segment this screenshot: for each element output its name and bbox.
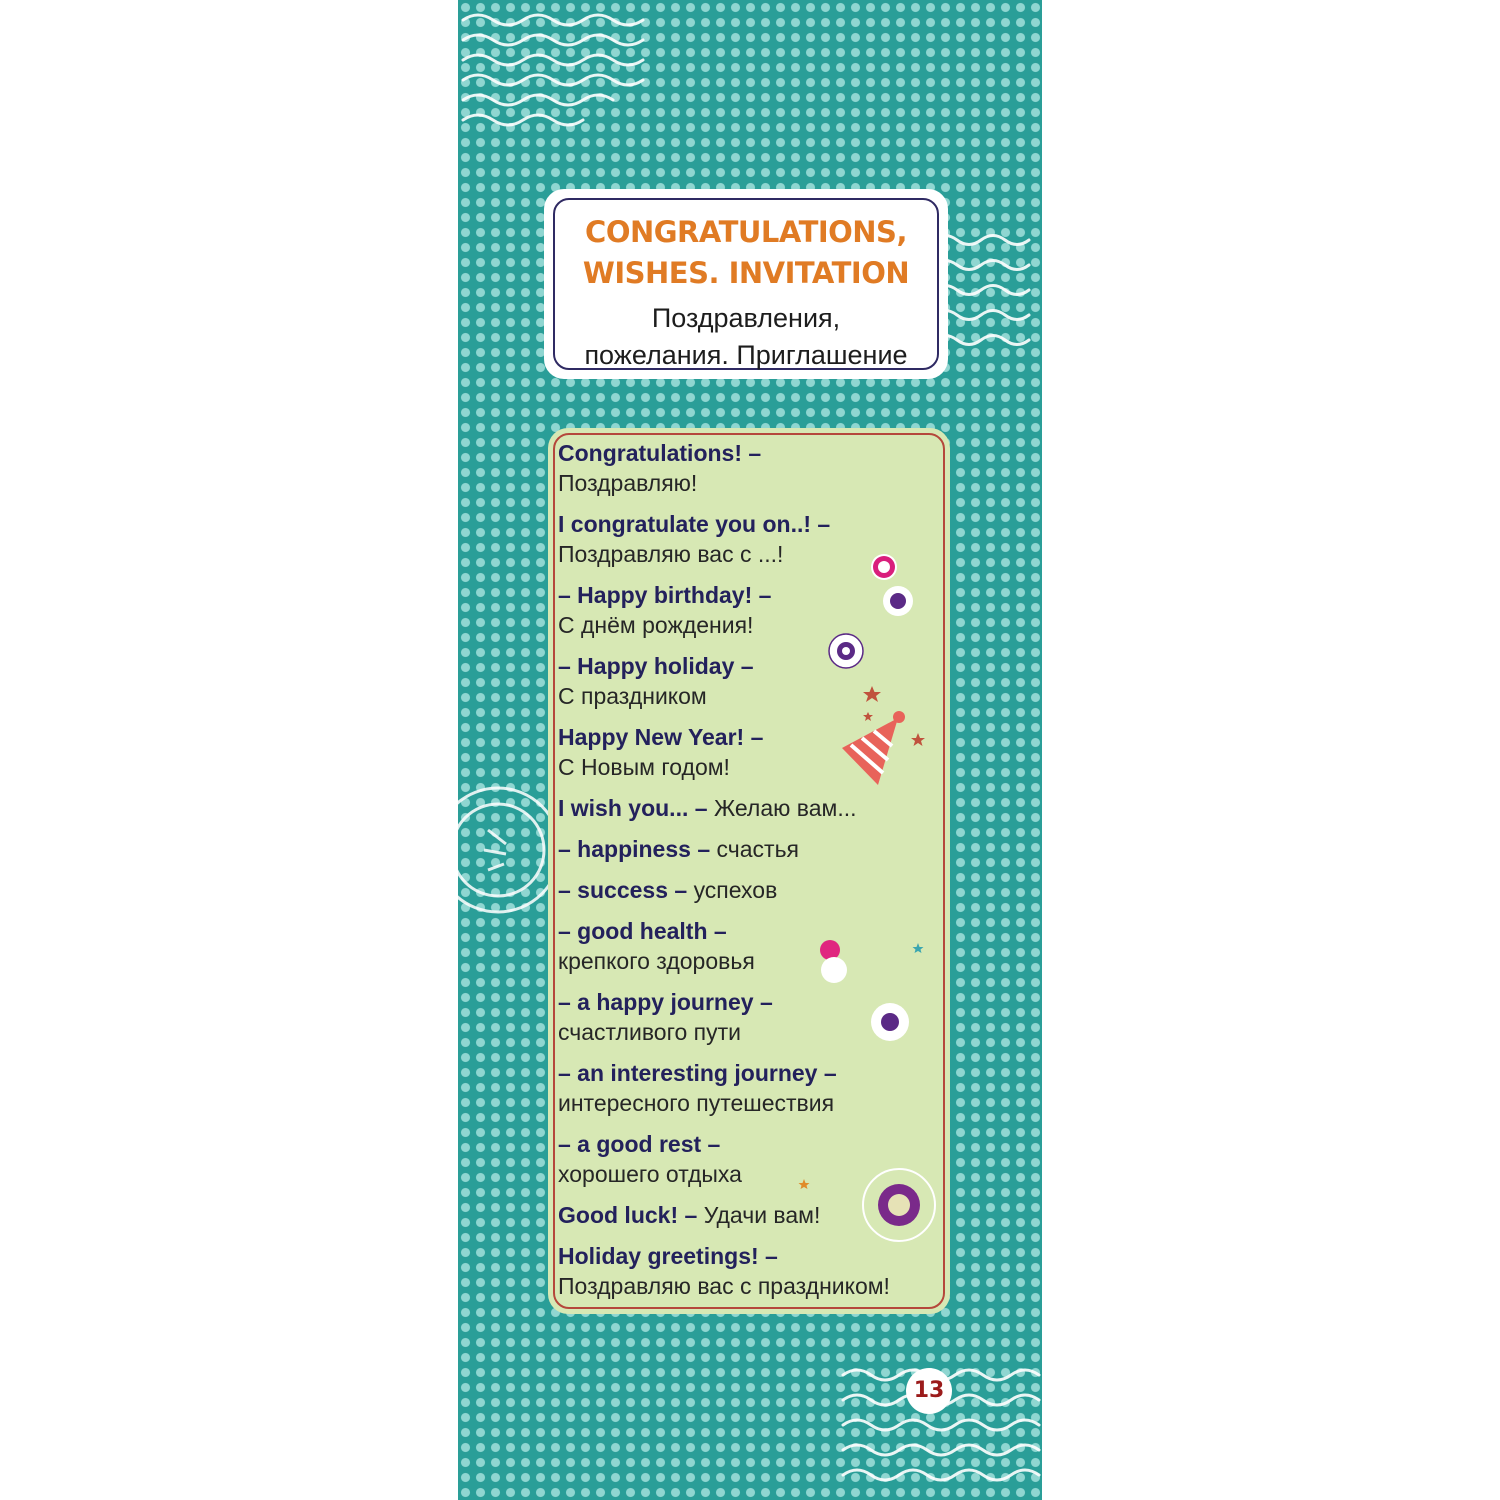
confetti-decorations xyxy=(458,0,1042,1500)
title-russian-line2: пожелания. Приглашение xyxy=(584,340,908,370)
phrase-english: Holiday greetings! – xyxy=(558,1243,778,1269)
page-number: 13 xyxy=(906,1368,952,1414)
phrase-russian: Поздравляю! xyxy=(558,470,698,496)
phrase-english: – happiness – xyxy=(558,836,711,862)
phrase-russian: С Новым годом! xyxy=(558,754,730,780)
phrase-english: – an interesting journey – xyxy=(558,1060,837,1086)
phrase-english: Congratulations! – xyxy=(558,440,762,466)
party-hat-icon xyxy=(842,711,905,785)
dot-purple-large xyxy=(871,1003,909,1041)
phrase-russian: Удачи вам! xyxy=(703,1202,821,1228)
phrase-russian: Желаю вам... xyxy=(713,795,857,821)
phrase-english: Good luck! – xyxy=(558,1202,698,1228)
phrase-russian: Поздравляю вас с ...! xyxy=(558,541,784,567)
phrase-english: I congratulate you on..! – xyxy=(558,511,831,537)
phrase-english: I wish you... – xyxy=(558,795,708,821)
dot-purple xyxy=(883,586,913,616)
ring-pink xyxy=(871,554,897,580)
phrase-russian: счастливого пути xyxy=(558,1019,741,1045)
book-page xyxy=(458,0,1042,1500)
phrase-russian: счастья xyxy=(716,836,800,862)
phrase-english: – Happy birthday! – xyxy=(558,582,772,608)
phrase-english: – a good rest – xyxy=(558,1131,721,1157)
phrase-english: Happy New Year! – xyxy=(558,724,764,750)
phrase-russian: интересного путешествия xyxy=(558,1090,835,1116)
phrase-russian: хорошего отдыха xyxy=(558,1161,742,1187)
phrase-english: – success – xyxy=(558,877,688,903)
star-orange-icon xyxy=(799,1179,810,1189)
phrase-english: – Happy holiday – xyxy=(558,653,754,679)
star-teal-icon xyxy=(913,943,924,953)
phrase-english: – good health – xyxy=(558,918,727,944)
phrase-russian: С днём рождения! xyxy=(558,612,754,638)
title-english-line2: WISHES. INVITATION xyxy=(582,256,910,290)
phrase-russian: крепкого здоровья xyxy=(558,948,755,974)
dots-pink-white xyxy=(820,940,847,983)
title-english-line1: CONGRATULATIONS, xyxy=(585,215,907,249)
title-russian-line1: Поздравления, xyxy=(651,303,841,333)
phrase-english: – a happy journey – xyxy=(558,989,773,1015)
phrase-russian: С праздником xyxy=(558,683,707,709)
ring-purple xyxy=(829,634,863,668)
phrase-russian: Поздравляю вас с праздником! xyxy=(558,1273,890,1299)
ring-purple-large xyxy=(863,1169,935,1241)
phrase-russian: успехов xyxy=(693,877,778,903)
